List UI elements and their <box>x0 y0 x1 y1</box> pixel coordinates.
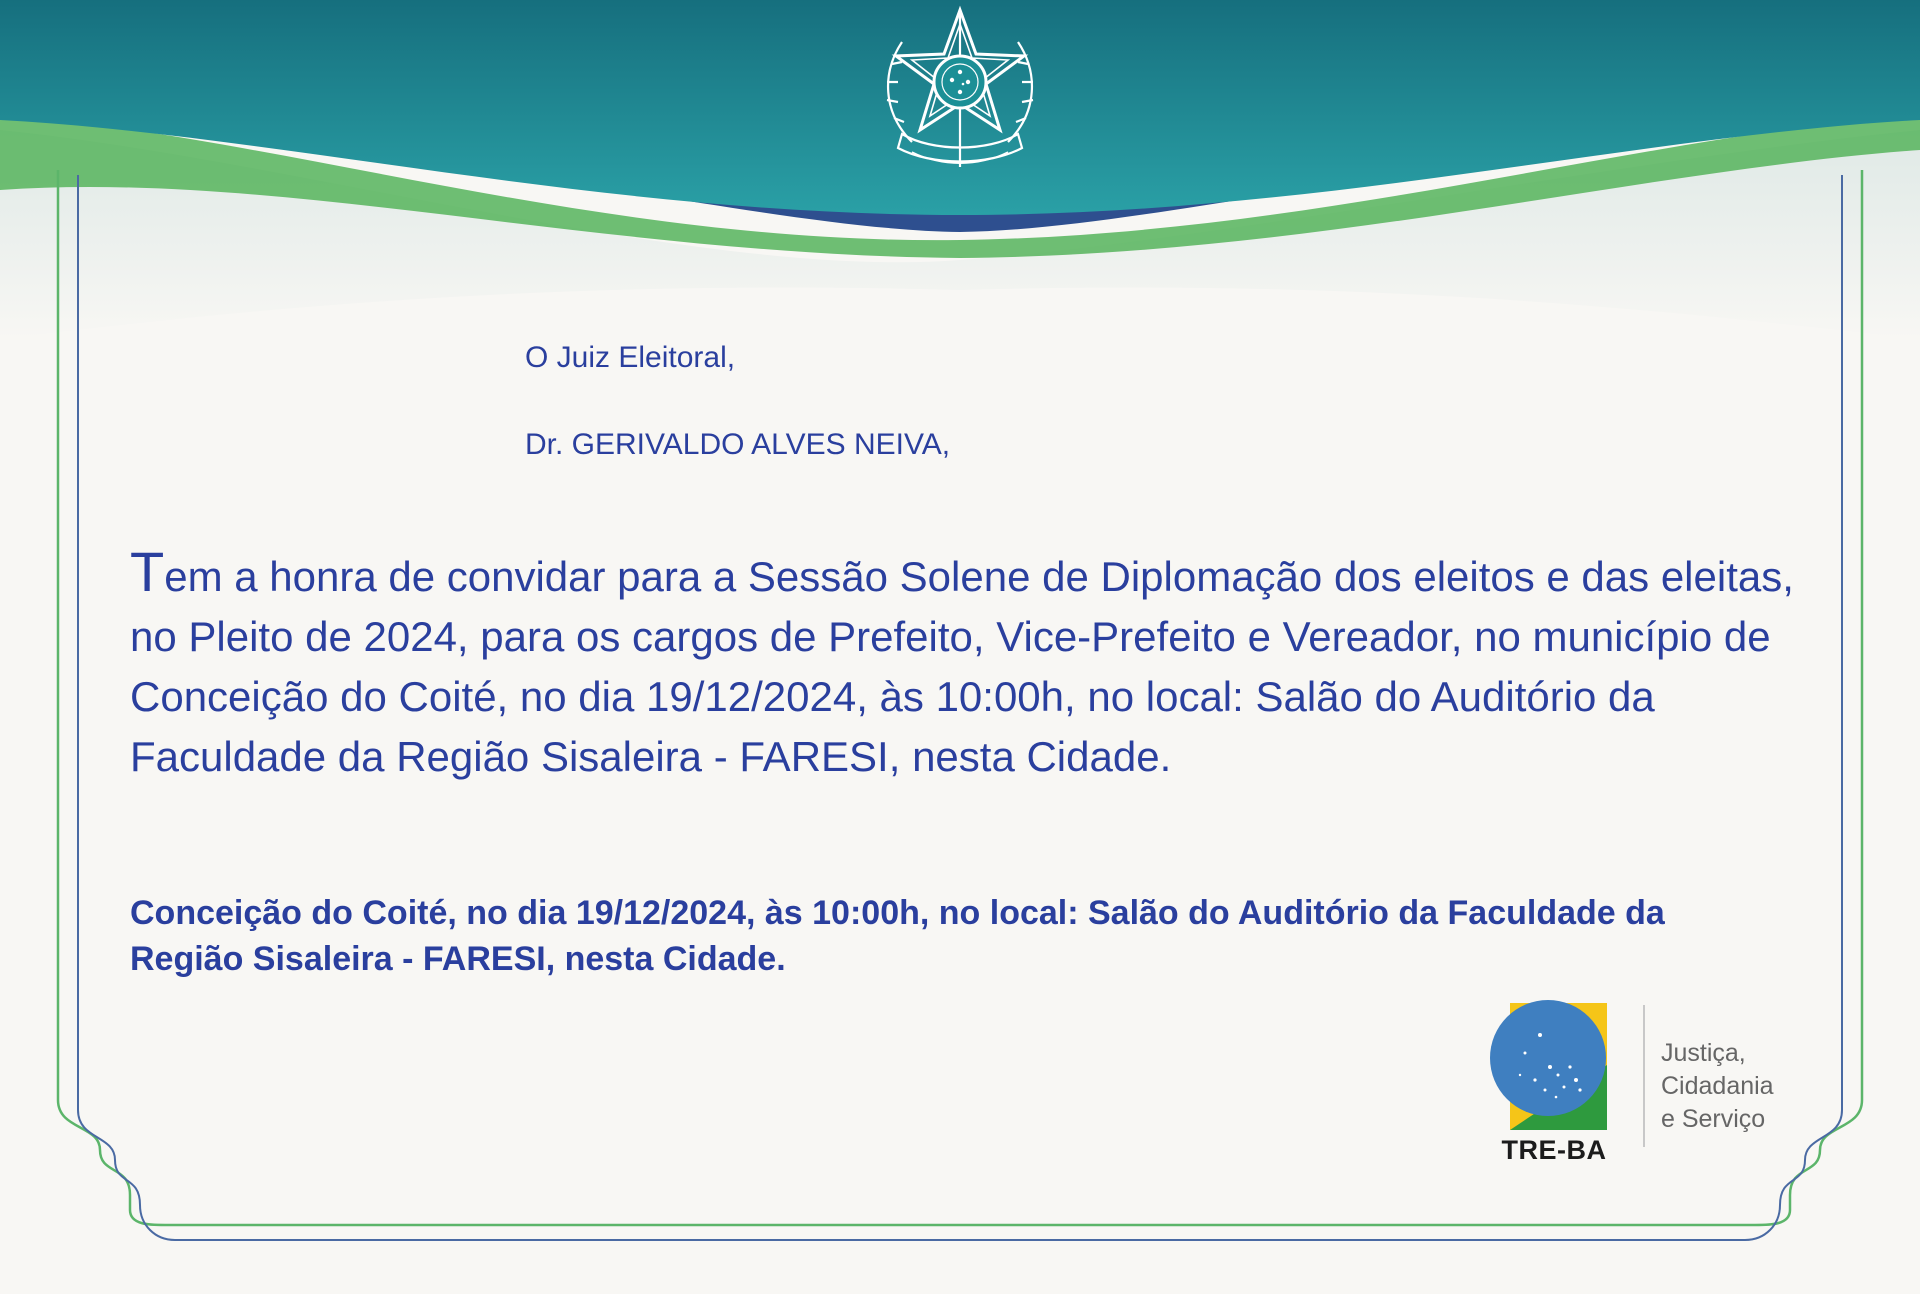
event-summary: Conceição do Coité, no dia 19/12/2024, às 10:00h, no local: Salão do Auditório da Faculdade da Região Sisaleira - FARESI, nesta Cidade. <box>130 894 1665 978</box>
invitation-paragraph <box>130 540 1830 787</box>
logo-slogan <box>1661 1037 1811 1136</box>
brazil-coat-of-arms-icon <box>872 2 1048 180</box>
tre-ba-logo <box>1480 995 1800 1165</box>
logo-slogan-line: Cidadania <box>1661 1072 1774 1100</box>
greeting-title: O Juiz Eleitoral, <box>525 341 736 374</box>
greeting-name: Dr. GERIVALDO ALVES NEIVA, <box>525 428 951 461</box>
logo-slogan-line: e Serviço <box>1661 1105 1766 1133</box>
invitation-dropcap: T <box>130 540 165 603</box>
logo-acronym: TRE-BA <box>1501 1135 1607 1165</box>
logo-slogan-line: Justiça, <box>1661 1039 1746 1067</box>
logo-divider <box>1643 1005 1645 1147</box>
invitation-text: em a honra de convidar para a Sessão Solene de Diplomação dos eleitos e das eleitas, no Pleito de 2024, para os cargos de Prefeito, Vice-Prefeito e Vereador, no município de Conceição do Coité, no dia 19/12/2024, às 10:00h, no local: Salão do Auditório da Faculdade da Região Sisaleira - FARESI, nesta Cidade. <box>130 553 1794 780</box>
